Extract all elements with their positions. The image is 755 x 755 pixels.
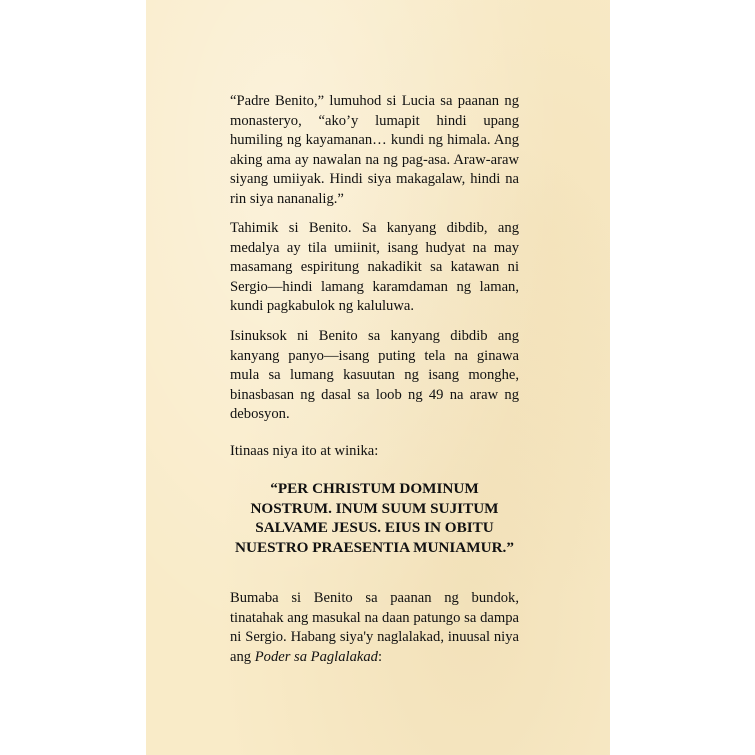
paragraph-descent-end: : <box>377 648 383 665</box>
paragraph-descent-text: Bumaba si Benito sa paanan ng bundok, tinatahak ang masukal na daan patungo sa dampa ni Sergio. Habang siya'y naglalakad, inuusal niya ang <box>230 590 519 665</box>
paragraph-raised: Itinaas niya ito at winika: <box>230 443 379 459</box>
paragraph-handkerchief: Isinuksok ni Benito sa kanyang dibdib ang kanyang panyo—isang puting tela na ginawa mula sa lumang kasuutan ng isang monghe, binasbasan ng dasal sa loob ng 49 na araw ng debosyon. <box>230 328 519 422</box>
paragraph-benito-silent: Tahimik si Benito. Sa kanyang dibdib, ang medalya ay tila umiinit, isang hudyat na may masamang espiritung nakadikit sa katawan ni Sergio—hindi lamang karamdaman ng laman, kundi pagkabulok ng kaluluwa. <box>230 220 519 314</box>
paragraph-lucia-plea: “Padre Benito,” lumuhod si Lucia sa paanan ng monasteryo, “ako’y lumapit hindi upang humiling ng kayamanan… kundi ng himala. Ang aking ama ay nawalan na ng pag-asa. Araw-araw siyang umiiyak. Hindi siya makagalaw, hindi na rin siya nananalig.” <box>230 93 519 207</box>
document-page <box>146 0 610 755</box>
paragraph-descent <box>230 589 519 667</box>
latin-prayer: “PER CHRISTUM DOMINUM NOSTRUM. INUM SUUM SUJITUM SALVAME JESUS. EIUS IN OBITU NUESTRO PRAESENTIA MUNIAMUR.” <box>235 480 514 556</box>
paragraph-descent-italic: Poder sa Paglalakad <box>254 648 378 665</box>
